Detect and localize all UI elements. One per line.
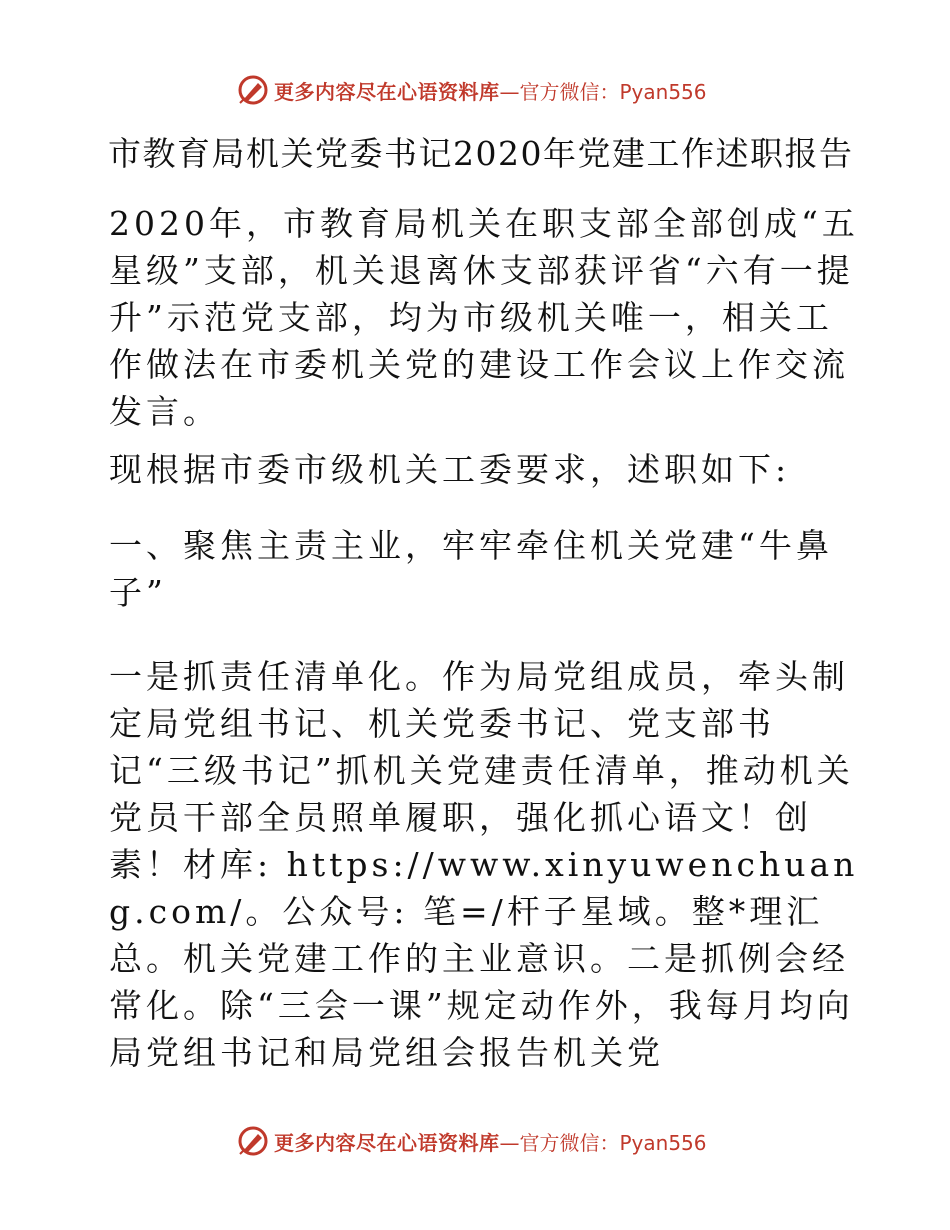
paragraph-intro: 2020年，市教育局机关在职支部全部创成“五星级”支部，机关退离休支部获评省“六有一提升”示范党支部，均为市级机关唯一，相关工作做法在市委机关党的建设工作会议上作交流发言。 [109, 204, 859, 431]
section-heading-one: 一、聚焦主责主业，牢牢牵住机关党建“牛鼻子” [109, 526, 833, 612]
paragraph-responsibility: 一是抓责任清单化。作为局党组成员，牵头制定局党组书记、机关党委书记、党支部书记“三级书记”抓机关党建责任清单，推动机关党员干部全员照单履职，强化抓心语文！创素！材库: https://www.xinyuwenchuang.com/。公众号: 笔=/杆子星域。整*理汇总。机关党建工作的主业意识。二是抓例会经常化。除“三会一课”规定动作外，我每月均向局党组书记和局党组会报告机关党 [109, 657, 859, 1072]
document-title: 市教育局机关党委书记2020年党建工作述职报告 [108, 134, 854, 173]
banner-promo-text: 更多内容尽在心语资料库 [274, 79, 500, 104]
pen-logo-icon [236, 1124, 270, 1158]
banner-promo-text: 更多内容尽在心语资料库 [274, 1130, 500, 1155]
paragraph-report-lead: 现根据市委市级机关工委要求，述职如下: [109, 450, 791, 489]
footer-banner [236, 1123, 716, 1159]
header-banner [236, 72, 716, 108]
banner-contact-text: —官方微信：Pyan556 [499, 1130, 707, 1155]
banner-contact-text: —官方微信：Pyan556 [499, 79, 707, 104]
pen-logo-icon [236, 73, 270, 107]
